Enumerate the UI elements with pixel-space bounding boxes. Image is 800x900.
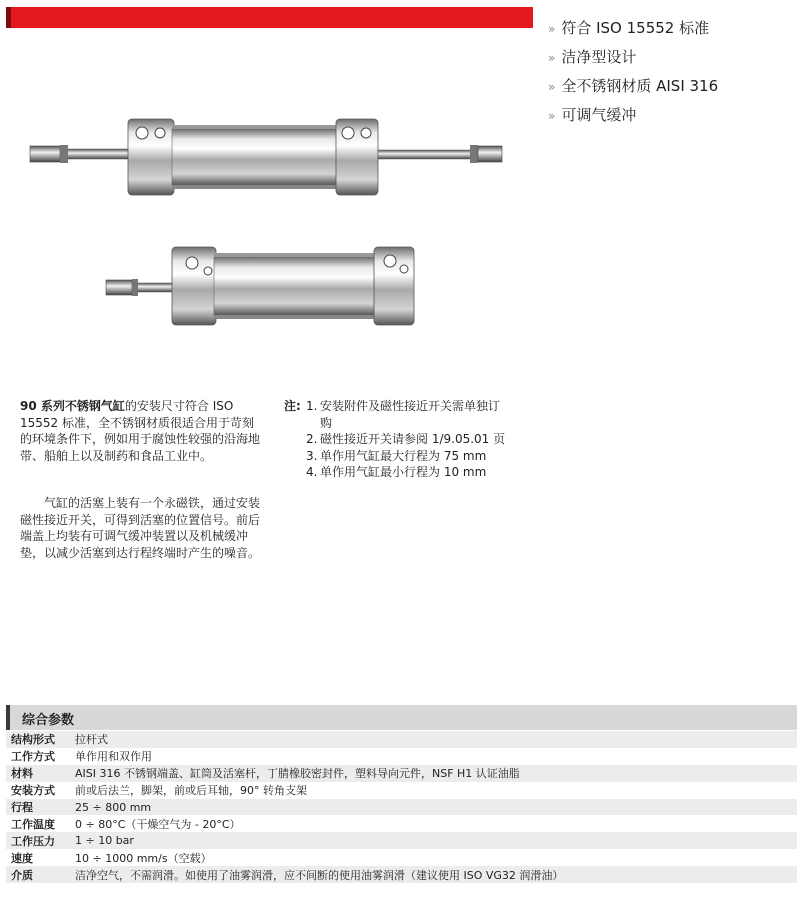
- table-row: 行程 25 ÷ 800 mm: [6, 799, 797, 816]
- double-rod-cylinder: [30, 119, 502, 195]
- table-row: 工作方式 单作用和双作用: [11, 750, 152, 764]
- feature-item: » 符合 ISO 15552 标准: [548, 19, 710, 37]
- notes-label: 注:: [284, 399, 301, 413]
- chevron-right-icon: »: [548, 51, 556, 65]
- feature-list: [548, 14, 718, 130]
- params-table: [6, 731, 797, 883]
- params-title: 综合参数: [22, 713, 75, 728]
- feature-item: » 可调气缓冲: [548, 106, 637, 124]
- table-row: 工作温度 0 ÷ 80°C（干燥空气为 - 20°C）: [11, 817, 241, 831]
- description-paragraph-1: 90 系列不锈钢气缸的安装尺寸符合 ISO 15552 标准，全不锈钢材质很适合用于苛刻的环境条件下，例如用于腐蚀性较强的沿海地带、船舶上以及制药和食品工业中。: [20, 399, 261, 463]
- table-row: 材料 AISI 316 不锈钢端盖、缸筒及活塞杆，丁腈橡胶密封件，塑料导向元件，NSF H1 认证油脂: [6, 765, 797, 782]
- table-row: 工作压力 1 ÷ 10 bar: [6, 832, 797, 849]
- feature-item: » 洁净型设计: [548, 48, 637, 66]
- params-section-header: [6, 705, 797, 730]
- note-item: 4. 单作用气缸最小行程为 10 mm: [306, 465, 487, 479]
- cylinder-product-image: [20, 95, 520, 355]
- description-paragraph-2: 气缸的活塞上装有一个永磁铁，通过安装磁性接近开关，可得到活塞的位置信号。前后端盖上均装有可调气缓冲装置以及机械缓冲垫，以减少活塞到达行程终端时产生的噪音。: [20, 496, 261, 560]
- notes-list: [284, 398, 544, 481]
- feature-item: » 全不锈钢材质 AISI 316: [548, 77, 719, 95]
- single-rod-cylinder: [106, 247, 414, 325]
- chevron-right-icon: »: [548, 22, 556, 36]
- note-item: 3. 单作用气缸最大行程为 75 mm: [306, 448, 487, 463]
- note-item: 1. 安装附件及磁性接近开关需单独订 购: [306, 399, 501, 430]
- chevron-right-icon: »: [548, 109, 556, 123]
- table-row: 安装方式 前或后法兰，脚架，前或后耳轴，90° 转角支架: [11, 784, 307, 798]
- table-row: 速度 10 ÷ 1000 mm/s（空载）: [11, 851, 212, 865]
- header-red-bar: [6, 7, 533, 28]
- note-item: 2. 磁性接近开关请参阅 1/9.05.01 页: [306, 432, 506, 446]
- table-row: 结构形式 拉杆式: [6, 731, 797, 748]
- notes-block: [284, 398, 544, 481]
- chevron-right-icon: »: [548, 80, 556, 94]
- table-row: 介质 洁净空气，不需润滑。如使用了油雾润滑，应不间断的使用油雾润滑（建议使用 ISO VG32 润滑油）: [6, 866, 797, 883]
